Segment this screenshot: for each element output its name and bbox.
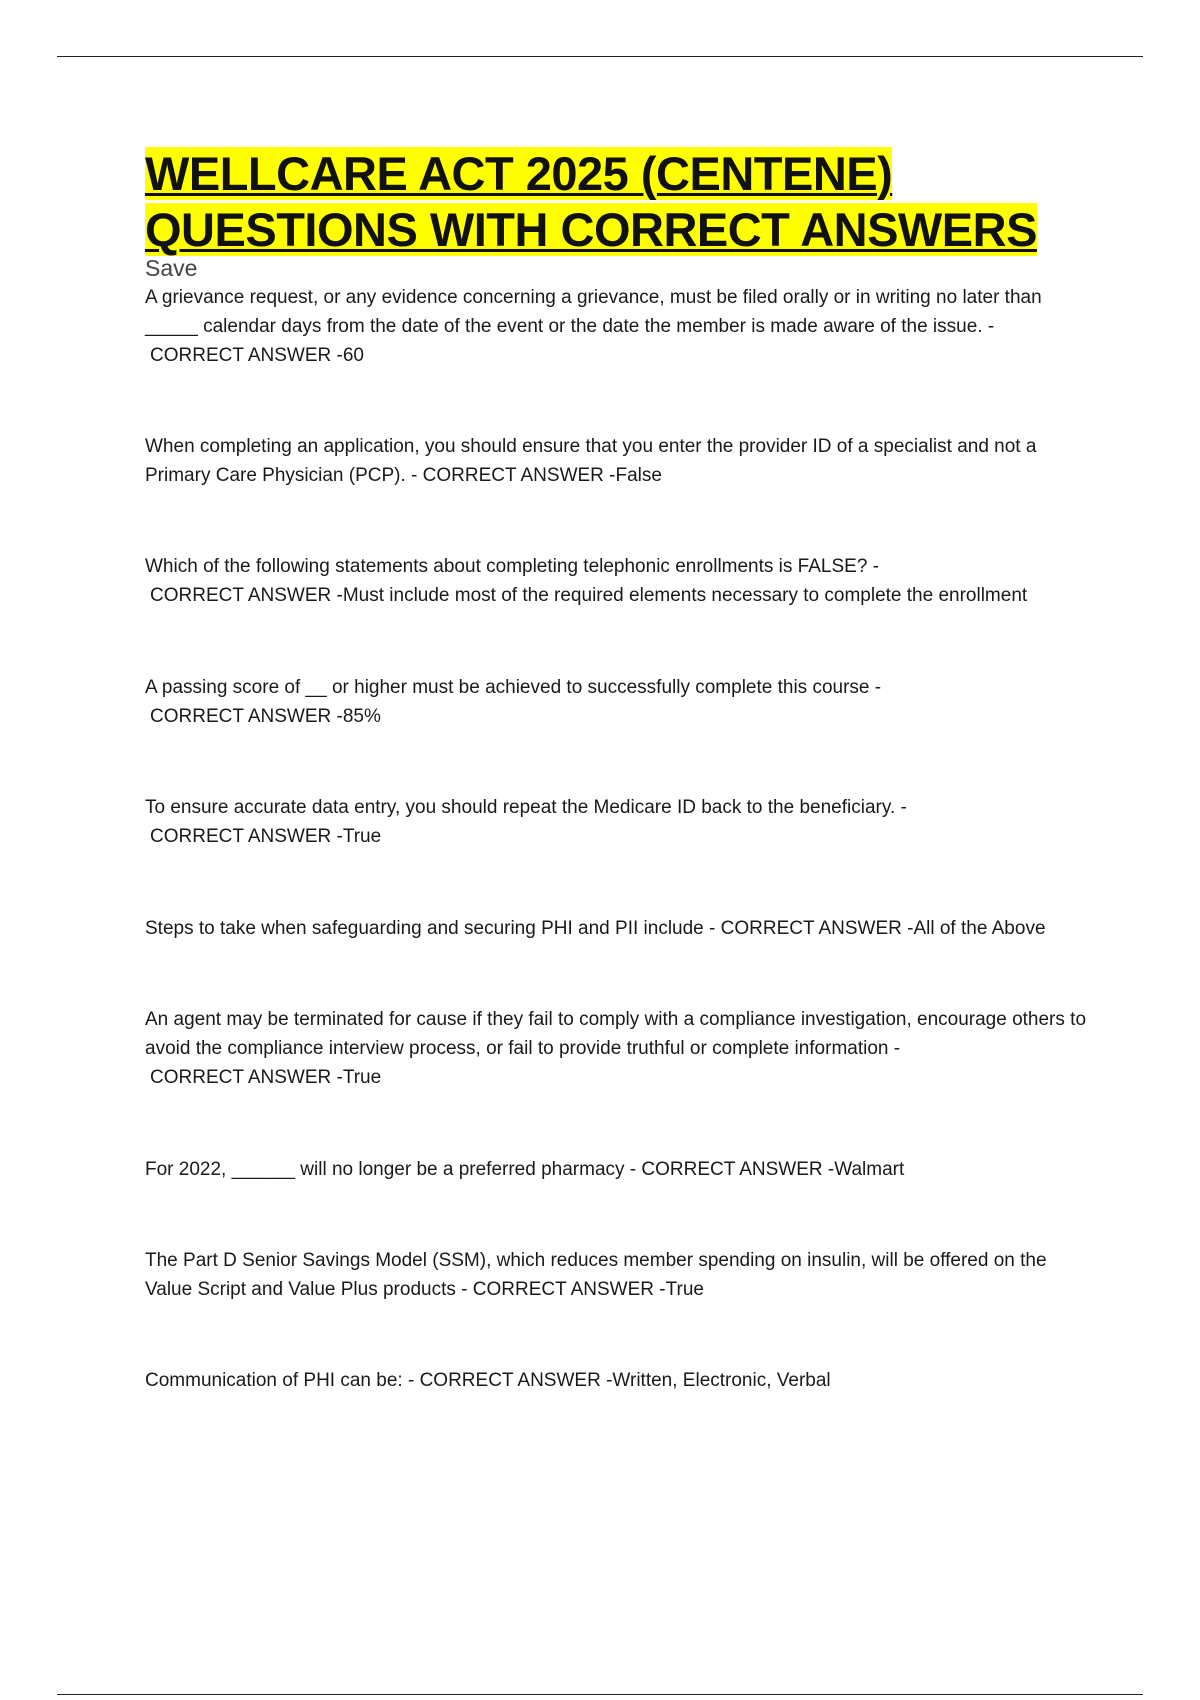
bottom-divider xyxy=(57,1694,1143,1695)
question-text: To ensure accurate data entry, you should repeat the Medicare ID back to the beneficiary. - xyxy=(145,797,907,818)
qa-item xyxy=(145,1246,1090,1304)
answer-text: CORRECT ANSWER -False xyxy=(422,465,662,486)
answer-text: CORRECT ANSWER -Written, Electronic, Verbal xyxy=(419,1370,831,1391)
question-text: For 2022, ______ will no longer be a preferred pharmacy - xyxy=(145,1159,637,1180)
answer-text: CORRECT ANSWER -Must include most of the required elements necessary to complete the enrollment xyxy=(150,585,1028,606)
answer-text: CORRECT ANSWER -True xyxy=(472,1279,704,1300)
answer-text: CORRECT ANSWER -All of the Above xyxy=(720,918,1046,939)
question-text: The Part D Senior Savings Model (SSM), which reduces member spending on insulin, will be offered on the Value Script and Value Plus products - xyxy=(145,1250,1047,1300)
qa-item xyxy=(145,914,1090,943)
qa-item xyxy=(145,1366,1090,1395)
answer-text: CORRECT ANSWER -True xyxy=(150,826,382,847)
qa-item xyxy=(145,432,1090,490)
qa-item xyxy=(145,1155,1090,1184)
qa-item xyxy=(145,552,1090,610)
answer-text: CORRECT ANSWER -True xyxy=(150,1067,382,1088)
question-text: When completing an application, you should ensure that you enter the provider ID of a specialist and not a Primary Care Physician (PCP). - xyxy=(145,436,1037,486)
question-text: A grievance request, or any evidence concerning a grievance, must be filed orally or in writing no later than _____ calendar days from the date of the event or the date the member is made aware of the issue. - xyxy=(145,287,1042,337)
answer-text: CORRECT ANSWER -85% xyxy=(150,706,381,727)
qa-item xyxy=(145,793,1090,851)
question-text: Steps to take when safeguarding and securing PHI and PII include - xyxy=(145,918,716,939)
qa-item xyxy=(145,1005,1090,1092)
top-divider xyxy=(57,56,1143,57)
answer-text: CORRECT ANSWER -60 xyxy=(150,345,364,366)
question-text: Which of the following statements about completing telephonic enrollments is FALSE? - xyxy=(145,556,879,577)
document-title xyxy=(145,146,1145,258)
question-text: An agent may be terminated for cause if they fail to comply with a compliance investigation, encourage others to avoid the compliance interview process, or fail to provide truthful or complete information - xyxy=(145,1009,1087,1059)
answer-text: CORRECT ANSWER -Walmart xyxy=(641,1159,905,1180)
title-line-2: QUESTIONS WITH CORRECT ANSWERS xyxy=(145,203,1037,256)
title-line-1: WELLCARE ACT 2025 (CENTENE) xyxy=(145,147,893,200)
question-text: A passing score of __ or higher must be achieved to successfully complete this course - xyxy=(145,677,882,698)
qa-item xyxy=(145,673,1090,731)
save-button[interactable]: Save xyxy=(145,255,198,281)
qa-item xyxy=(145,283,1090,370)
question-text: Communication of PHI can be: - xyxy=(145,1370,415,1391)
